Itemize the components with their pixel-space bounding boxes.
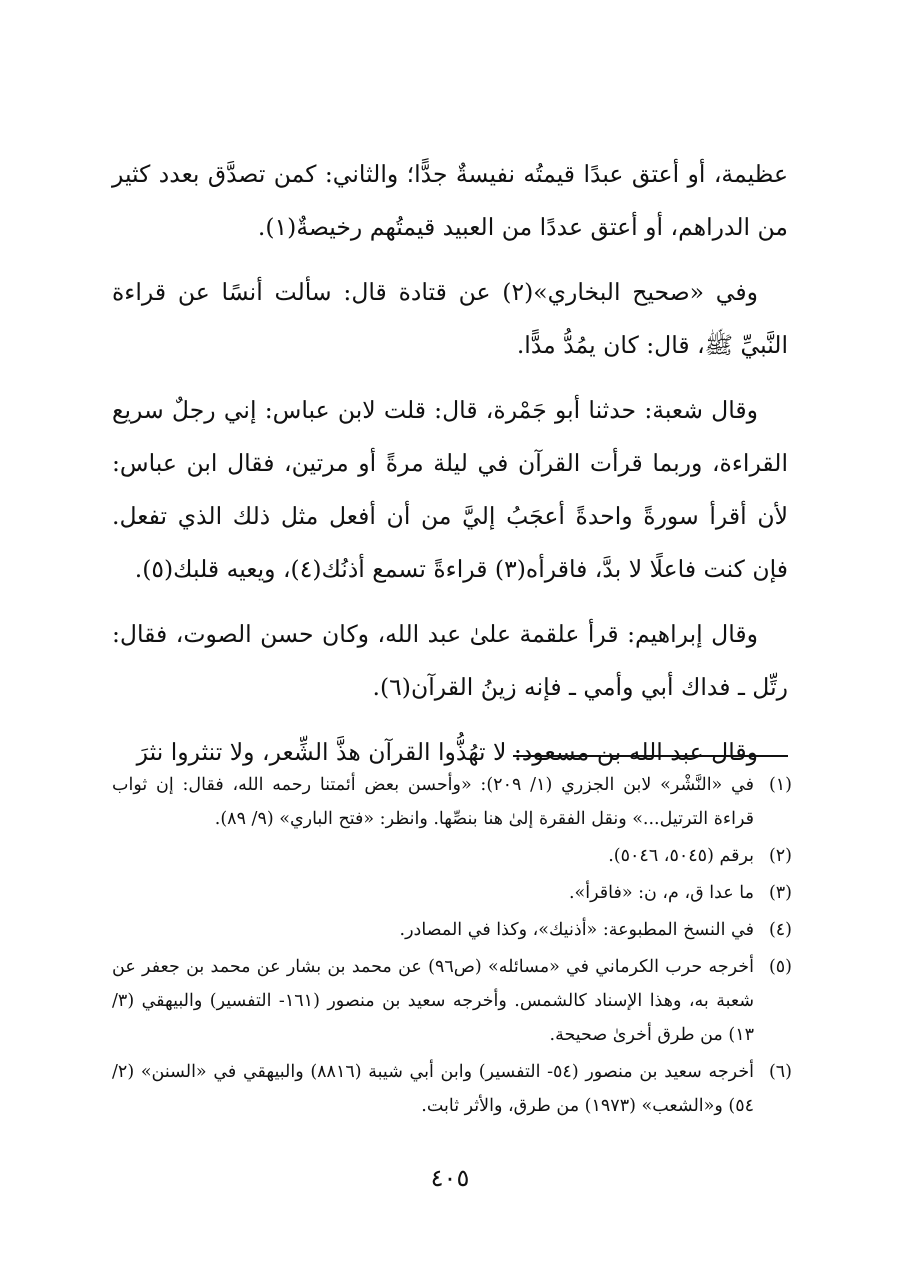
- footnote-number: (٣): [768, 883, 792, 903]
- footnote-number: (٤): [768, 920, 792, 940]
- paragraph-1: عظيمة، أو أعتق عبدًا قيمتُه نفيسةٌ جدًّا؛ والثاني: كمن تصدَّق بعدد كثير من الدراهم، أو أعتق عددًا من العبيد قيمتُهم رخيصةٌ(١).: [112, 160, 788, 241]
- footnotes: [112, 768, 792, 1126]
- footnote-text: أخرجه حرب الكرماني في «مسائله» (ص٩٦) عن محمد بن بشار عن محمد بن جعفر عن شعبة به، وهذا الإسناد كالشمس. وأخرجه سعيد بن منصور (١٦١- التفسير) والبيهقي (٣/ ١٣) من طرق أخرىٰ صحيحة.: [112, 957, 755, 1045]
- footnote-1: [112, 768, 792, 836]
- footnote-text: في النسخ المطبوعة: «أذنيك»، وكذا في المصادر.: [399, 920, 754, 940]
- footnote-2: [112, 839, 792, 873]
- footnote-text: برقم (٥٠٤٥، ٥٠٤٦).: [608, 846, 754, 866]
- footnote-text: ما عدا ق، م، ن: «فاقرأ».: [568, 883, 754, 903]
- footnote-number: (٥): [768, 957, 792, 977]
- footnote-5: [112, 950, 792, 1052]
- footnote-text: أخرجه سعيد بن منصور (٥٤- التفسير) وابن أبي شيبة (٨٨١٦) والبيهقي في «السنن» (٢/ ٥٤) و«الشعب» (١٩٧٣) من طرق، والأثر ثابت.: [112, 1062, 754, 1116]
- paragraph-5: وقال عبد الله بن مسعود: لا تهُذُّوا القرآن هذَّ الشِّعر، ولا تنثروا نثرَ: [136, 738, 758, 766]
- footnote-3: [112, 876, 792, 910]
- footnote-separator: [513, 755, 788, 757]
- footnote-number: (٦): [768, 1062, 792, 1082]
- page-number: ٤٠٥: [430, 1164, 470, 1192]
- main-text: [112, 148, 788, 791]
- footnote-number: (٢): [768, 846, 792, 866]
- paragraph-4: وقال إبراهيم: قرأ علقمة علىٰ عبد الله، وكان حسن الصوت، فقال: رتِّل ـ فداك أبي وأمي ـ فإنه زينُ القرآن(٦).: [112, 620, 788, 701]
- footnote-number: (١): [768, 775, 792, 795]
- footnote-4: [112, 913, 792, 947]
- paragraph-2: وفي «صحيح البخاري»(٢) عن قتادة قال: سألت أنسًا عن قراءة النَّبيِّ ﷺ، قال: كان يمُدُّ مدًّا.: [112, 278, 788, 359]
- paragraph-3: وقال شعبة: حدثنا أبو جَمْرة، قال: قلت لابن عباس: إني رجلٌ سريع القراءة، وربما قرأت القرآن في ليلة مرةً أو مرتين، فقال ابن عباس: لأن أقرأ سورةً واحدةً أعجَبُ إليَّ من أن أفعل مثل ذلك الذي تفعل. فإن كنت فاعلًا لا بدَّ، فاقرأه(٣) قراءةً تسمع أذنُك(٤)، ويعيه قلبك(٥).: [112, 396, 788, 583]
- footnote-text: في «النَّشْر» لابن الجزري (١/ ٢٠٩): «وأحسن بعض أئمتنا رحمه الله، فقال: إن ثواب قراءة الترتيل...» ونقل الفقرة إلىٰ هنا بنصِّها. وانظر: «فتح الباري» (٩/ ٨٩).: [112, 775, 755, 829]
- footnote-6: [112, 1055, 792, 1123]
